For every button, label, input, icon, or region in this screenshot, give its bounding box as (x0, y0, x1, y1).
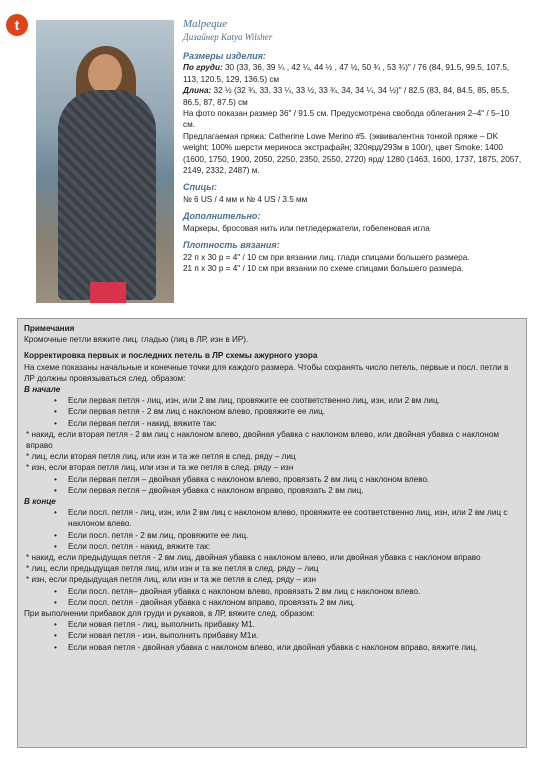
photo-note: На фото показан размер 36" / 91.5 см. Предусмотрена свобода облегания 2–4" / 5–10 см. (183, 109, 510, 130)
list-item: • Если первая петля – двойная убавка с наклоном вправо, провязать 2 вм лиц. (24, 485, 520, 496)
end-heading: В конце (24, 497, 56, 507)
chest-size: По груди: 30 (33, 36, 39 ¼ , 42 ¼, 44 ½ , 47 ½, 50 ¾ , 53 ¾)" / 76 (84, 91.5, 99.5, 107.5, 113, 120.5, 129, 136.5) см (183, 63, 510, 84)
list-item: • Если посл. петля - накид, вяжите так: (24, 541, 520, 552)
list-item: • Если первая петля – двойная убавка с наклоном влево, провязать 2 вм лиц с наклоном влево. (24, 474, 520, 485)
increase-list (24, 619, 520, 653)
list-item: • Если новая петля - двойная убавка с наклоном влево, или двойная убавка с наклоном вправо, вяжите лиц. (24, 642, 520, 653)
pattern-title: Malpeque (183, 18, 227, 30)
notes-box (17, 318, 527, 748)
extra-heading: Дополнительно: (183, 211, 261, 222)
increase-heading: При выполнении прибавок для груди и рукавов, в ЛР, вяжите след. образом: (24, 609, 315, 619)
gauge-heading: Плотность вязания: (183, 240, 280, 251)
model-photo (36, 20, 174, 303)
gauge-line: 22 п х 30 р = 4" / 10 см при вязании лиц. глади спицами большего размера. (183, 252, 470, 262)
list-item: • Если посл. петля - лиц, изн, или 2 вм лиц с наклоном влево, провяжите ее соответственно лиц, изн, или 2 вм лиц с наклоном влево. (24, 507, 520, 529)
list-item: • Если посл. петля– двойная убавка с наклоном влево, провязать 2 вм лиц с наклоном влево. (24, 586, 520, 597)
list-item: * лиц, если предыдущая петля лиц, или изн и та же петля в след. ряду – лиц (26, 564, 319, 574)
correction-text: На схеме показаны начальные и конечные точки для каждого размера. Чтобы сохранять число петель, первые и посл. петли в ЛР должны провязываться след. образом: (24, 362, 509, 383)
edge-note: Кромочные петли вяжите лиц. гладью (лиц в ЛР, изн в ИР). (24, 335, 249, 345)
list-item: • Если первая петля - накид, вяжите так: (24, 418, 520, 429)
list-item: • Если первая петля - 2 вм лиц с наклоном влево, провяжите ее лиц. (24, 406, 520, 417)
sizes-heading: Размеры изделия: (183, 51, 266, 61)
needles-heading: Спицы: (183, 182, 217, 193)
list-item: * изн, если предыдущая петля лиц, или изн и та же петля в след. ряду – изн (26, 575, 317, 585)
site-logo[interactable]: t (6, 14, 28, 36)
pattern-info (183, 18, 523, 274)
length-size: Длина: 32 ½ (32 ¾, 33, 33 ¼, 33 ½, 33 ¾, 34, 34 ¼, 34 ½)" / 82.5 (83, 84, 84.5, 85, 85.5, 86.5, 87, 87.5) см (183, 86, 510, 107)
yarn-info: Предлагаемая пряжа: Catherine Lowe Merino #5. (эквивалентна тонкой пряже – DK weight; 100% шерсти мериноса экстрафайн; 320ярд/293м в 100г), цвет Smoke: 1400 (1600, 1750, 1900, 2050, 2250, 2350, 2550, 2720) ярд/ 1280 (1463, 1600, 1737, 1875, 2057, 2149, 2332, 2487) м. (183, 131, 522, 176)
needles-value: № 6 US / 4 мм и № 4 US / 3.5 мм (183, 194, 308, 204)
notes-heading: Примечания (24, 324, 75, 333)
extra-value: Маркеры, бросовая нить или петледержатели, гобеленовая игла (183, 223, 430, 233)
correction-heading: Корректировка первых и последних петель в ЛР схемы ажурного узора (24, 351, 318, 361)
start-heading: В начале (24, 385, 61, 395)
list-item: • Если посл. петля - 2 вм лиц, провяжите ее лиц. (24, 530, 520, 541)
list-item: • Если новая петля - изн, выполнить прибавку М1и. (24, 630, 520, 641)
list-item: * накид, если предыдущая петля - 2 вм лиц, двойная убавка с наклоном влево, или двойная убавка с наклоном вправо (26, 553, 481, 563)
list-item: * лиц, если вторая петля лиц, или изн и та же петля в след. ряду – лиц (26, 452, 296, 462)
list-item: * накид, если вторая петля - 2 вм лиц с наклоном влево, двойная убавка с наклоном влево, или двойная убавка с наклоном вправо (26, 429, 500, 451)
end-list (24, 507, 520, 608)
start-list (24, 395, 520, 496)
list-item: • Если первая петля - лиц, изн, или 2 вм лиц, провяжите ее соответственно лиц, изн, или 2 вм лиц. (24, 395, 520, 406)
designer-name: Дизайнер Katya Wilsher (183, 32, 273, 42)
list-item: • Если посл. петля - двойная убавка с наклоном вправо, провязать 2 вм лиц. (24, 597, 520, 608)
list-item: * изн, если вторая петля лиц, или изн и та же петля в след. ряду – изн (26, 463, 294, 473)
list-item: • Если новая петля - лиц, выполнить прибавку М1. (24, 619, 520, 630)
gauge-line: 21 п х 30 р = 4" / 10 см при вязании по схеме спицами большего размера. (183, 263, 464, 273)
